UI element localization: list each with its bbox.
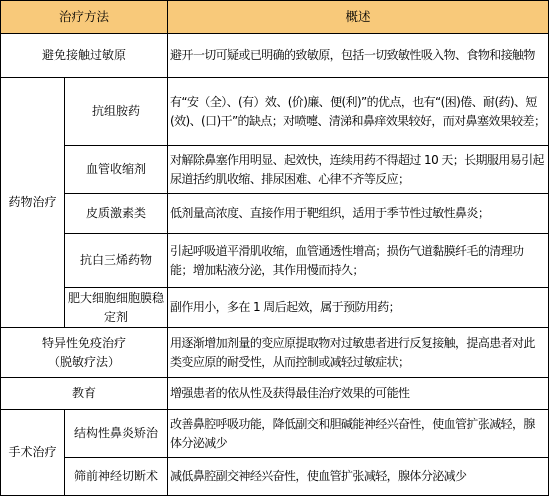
edu-desc: 增强患者的依从性及获得最佳治疗效果的可能性 <box>168 378 549 410</box>
antihistamine-desc: 有“安（全）、(有）效、(价)廉、便(利)”的优点，也有“(困)倦、耐(药)、短(效)、(口)干”的缺点；对喷嚏、清涕和鼻痒效果较好，而对鼻塞效果较差； <box>168 78 549 146</box>
row-antihistamine <box>1 78 549 146</box>
row-structural <box>1 410 549 458</box>
structural-desc: 改善鼻腔呼吸功能，降低副交和胆碱能神经兴奋性，使血管扩张减轻，腺体分泌减少 <box>168 410 549 458</box>
header-overview: 概述 <box>168 1 549 34</box>
neurectomy-desc: 减低鼻腔副交神经兴奋性，使血管扩张减轻，腺体分泌减少 <box>168 458 549 496</box>
vasoconstrictor-desc: 对解除鼻塞作用明显、起效快，连续用药不得超过 10 天；长期服用易引起尿道括约肌收缩、排尿困难、心律不齐等反应； <box>168 146 549 194</box>
antihistamine-name: 抗组胺药 <box>65 78 168 146</box>
antileukotriene-desc: 引起呼吸道平滑肌收缩，血管通透性增高；损伤气道黏膜纤毛的清理功能；增加粘液分泌，其作用慢而持久； <box>168 234 549 288</box>
edu-label: 教育 <box>1 378 168 410</box>
header-row <box>1 1 549 34</box>
mast-cell-desc: 副作用小，多在 1 周后起效，属于预防用药； <box>168 288 549 328</box>
row-immunotherapy <box>1 328 549 378</box>
corticosteroid-name: 皮质激素类 <box>65 194 168 234</box>
vasoconstrictor-name: 血管收缩剂 <box>65 146 168 194</box>
surgery-label: 手术治疗 <box>1 410 65 496</box>
structural-name: 结构性鼻炎矫治 <box>65 410 168 458</box>
row-avoid <box>1 34 549 78</box>
mast-cell-name: 肥大细胞细胞膜稳定剂 <box>65 288 168 328</box>
drug-label: 药物治疗 <box>1 78 65 328</box>
row-corticosteroid <box>1 194 549 234</box>
immuno-label-cell <box>1 328 168 378</box>
row-mast-cell <box>1 288 549 328</box>
row-vasoconstrictor <box>1 146 549 194</box>
row-education <box>1 378 549 410</box>
corticosteroid-desc: 低剂量高浓度、直接作用于靶组织，适用于季节性过敏性鼻炎； <box>168 194 549 234</box>
avoid-label: 避免接触过敏原 <box>1 34 168 78</box>
immuno-label: 特异性免疫治疗 <box>42 335 127 350</box>
neurectomy-name: 筛前神经切断术 <box>65 458 168 496</box>
header-method: 治疗方法 <box>1 1 168 34</box>
antileukotriene-name: 抗白三烯药物 <box>65 234 168 288</box>
immuno-sublabel: （脱敏疗法） <box>48 354 121 369</box>
avoid-desc: 避开一切可疑或已明确的致敏原，包括一切致敏性吸入物、食物和接触物 <box>168 34 549 78</box>
row-antileukotriene <box>1 234 549 288</box>
immuno-desc: 用逐渐增加剂量的变应原提取物对过敏患者进行反复接触，提高患者对此类变应原的耐受性，从而控制或减轻过敏症状； <box>168 328 549 378</box>
row-neurectomy <box>1 458 549 496</box>
